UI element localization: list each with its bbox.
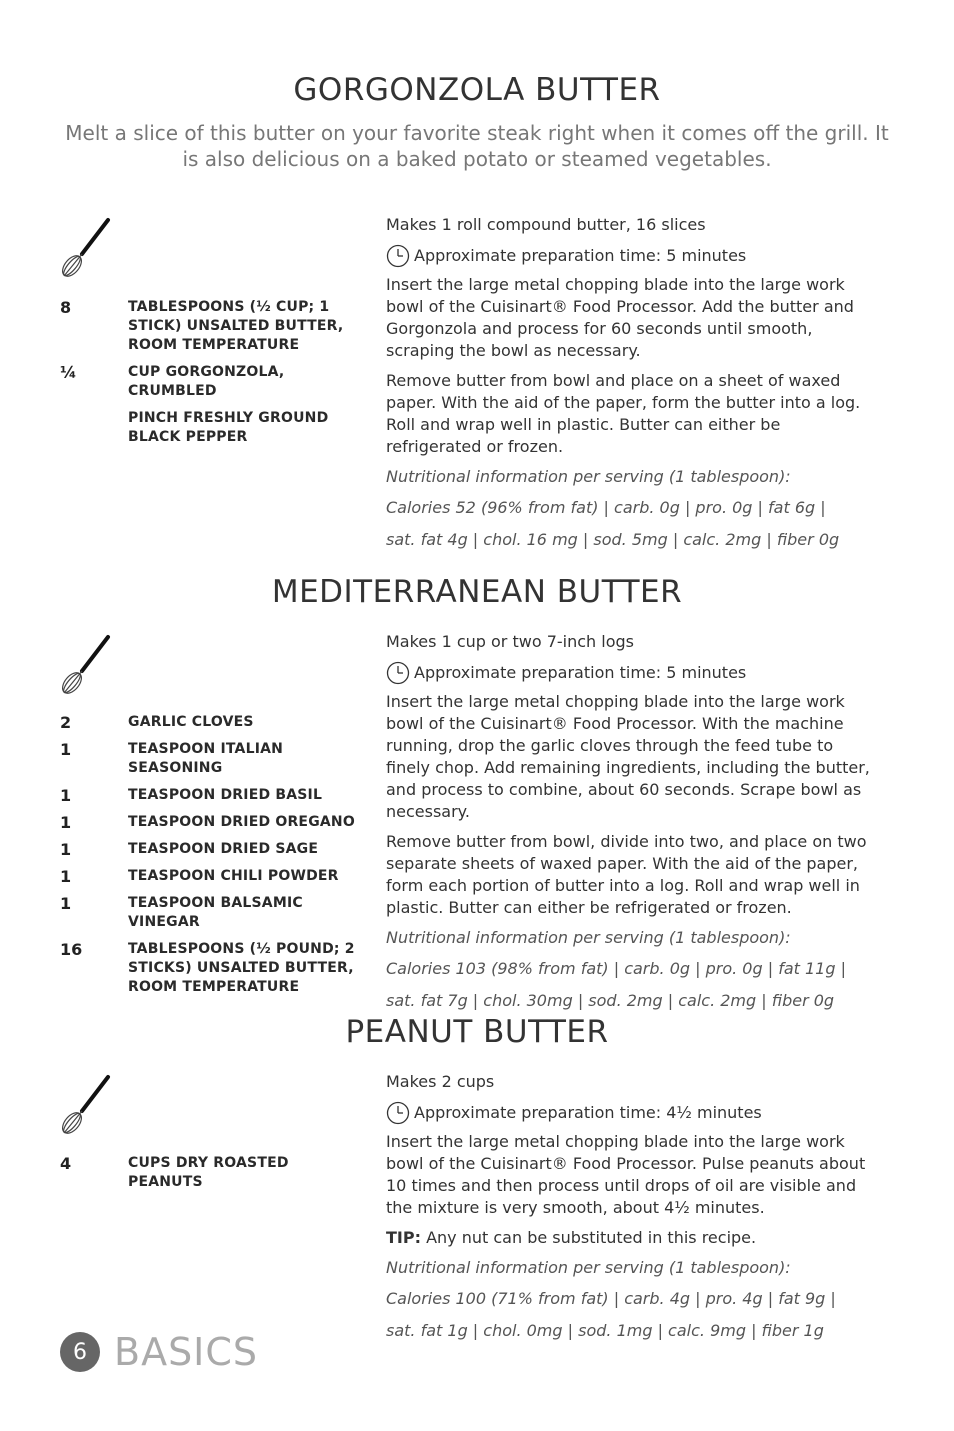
ingredient-text: TEASPOON DRIED SAGE xyxy=(128,841,319,857)
nutrition-heading: Nutritional information per serving (1 tablespoon): xyxy=(386,928,791,947)
recipe-title-gorgonzola: GORGONZOLA BUTTER xyxy=(293,72,661,108)
recipe-title-mediterranean: MEDITERRANEAN BUTTER xyxy=(271,574,683,610)
prep-time xyxy=(386,661,876,685)
ingredient-row xyxy=(60,894,365,932)
ingredient-text: CUP GORGONZOLA, CRUMBLED xyxy=(128,364,285,399)
ingredient-text: TEASPOON CHILI POWDER xyxy=(128,868,339,884)
nutrition-line: sat. fat 7g | chol. 30mg | sod. 2mg | calc. 2mg | fiber 0g xyxy=(386,991,835,1010)
ingredient-list xyxy=(60,713,365,1005)
prep-time-text: Approximate preparation time: 4½ minutes xyxy=(414,1103,762,1122)
clock-icon xyxy=(386,661,410,685)
nutrition-line: sat. fat 4g | chol. 16 mg | sod. 5mg | calc. 2mg | fiber 0g xyxy=(386,530,840,549)
ingredient-qty: 1 xyxy=(60,840,72,859)
ingredient-text: GARLIC CLOVES xyxy=(128,714,254,730)
ingredient-row xyxy=(60,298,365,355)
prep-time xyxy=(386,1101,876,1125)
nutrition-heading: Nutritional information per serving (1 tablespoon): xyxy=(386,467,791,486)
ingredient-row xyxy=(60,867,365,886)
step-text: Remove butter from bowl and place on a sheet of waxed paper. With the aid of the paper, form the butter into a log. Roll and wrap well in plastic. Butter can either be refrigerated or frozen. xyxy=(386,371,861,456)
ingredient-row xyxy=(60,409,365,447)
ingredient-qty: 4 xyxy=(60,1154,72,1173)
step-text: Insert the large metal chopping blade into the large work bowl of the Cuisinart® Food Processor. With the machine running, drop the garlic cloves through the feed tube to finely chop. Add remaining ingredients, including the butter, and process to combine, about 60 seconds. Scrape bowl as necessary. xyxy=(386,692,870,821)
prep-time-text: Approximate preparation time: 5 minutes xyxy=(414,246,747,265)
ingredient-qty: 1 xyxy=(60,786,72,805)
step-text: Insert the large metal chopping blade into the large work bowl of the Cuisinart® Food Processor. Pulse peanuts about 10 times and then process until drops of oil are visible and the mixture is very smooth, about 4½ minutes. xyxy=(386,1132,866,1217)
ingredient-qty: 1 xyxy=(60,813,72,832)
tip-text: Any nut can be substituted in this recipe. xyxy=(426,1228,757,1247)
ingredient-text: TABLESPOONS (½ POUND; 2 STICKS) UNSALTED BUTTER, ROOM TEMPERATURE xyxy=(128,941,355,995)
recipe-title-peanut: PEANUT BUTTER xyxy=(345,1014,609,1050)
ingredient-row xyxy=(60,740,365,778)
ingredient-qty: 2 xyxy=(60,713,72,732)
ingredient-row xyxy=(60,363,365,401)
ingredient-row xyxy=(60,940,365,997)
ingredient-text: TABLESPOONS (½ CUP; 1 STICK) UNSALTED BUTTER, ROOM TEMPERATURE xyxy=(128,299,344,353)
ingredient-row xyxy=(60,1154,365,1192)
ingredient-qty: 1 xyxy=(60,867,72,886)
section-name: BASICS xyxy=(114,1330,259,1374)
ingredient-text: TEASPOON BALSAMIC VINEGAR xyxy=(128,895,303,930)
ingredient-qty: 1 xyxy=(60,740,72,759)
recipe-intro: Melt a slice of this butter on your favorite steak right when it comes off the grill. It is also delicious on a baked potato or steamed vegetables. xyxy=(65,121,889,171)
whisk-icon xyxy=(58,216,114,280)
ingredient-row xyxy=(60,786,365,805)
step-text: Remove butter from bowl, divide into two, and place on two separate sheets of waxed paper. With the aid of the paper, form each portion of butter into a log. Roll and wrap well in plastic. Butter can either be refrigerated or frozen. xyxy=(386,832,867,917)
ingredient-list xyxy=(60,298,365,455)
whisk-icon xyxy=(58,1073,114,1137)
tip xyxy=(386,1227,876,1249)
clock-icon xyxy=(386,244,410,268)
ingredient-qty: 8 xyxy=(60,298,72,317)
clock-icon xyxy=(386,1101,410,1125)
step-text: Insert the large metal chopping blade into the large work bowl of the Cuisinart® Food Processor. Add the butter and Gorgonzola and process for 60 seconds until smooth, scraping the bowl as necessary. xyxy=(386,275,854,360)
ingredient-text: TEASPOON DRIED OREGANO xyxy=(128,814,355,830)
yield-text: Makes 1 roll compound butter, 16 slices xyxy=(386,215,706,234)
ingredient-row xyxy=(60,813,365,832)
nutrition-line: Calories 52 (96% from fat) | carb. 0g | pro. 0g | fat 6g | xyxy=(386,498,826,517)
ingredient-qty: 1 xyxy=(60,894,72,913)
page-number: 6 xyxy=(60,1332,100,1372)
nutrition-line: sat. fat 1g | chol. 0mg | sod. 1mg | calc. 9mg | fiber 1g xyxy=(386,1321,824,1340)
yield-text: Makes 1 cup or two 7-inch logs xyxy=(386,632,634,651)
whisk-icon xyxy=(58,633,114,697)
method-peanut xyxy=(386,1071,876,1351)
nutrition-heading: Nutritional information per serving (1 tablespoon): xyxy=(386,1258,791,1277)
prep-time xyxy=(386,244,876,268)
yield-text: Makes 2 cups xyxy=(386,1072,495,1091)
ingredient-qty: ¼ xyxy=(60,363,77,382)
ingredient-text: PINCH FRESHLY GROUND BLACK PEPPER xyxy=(128,410,329,445)
nutrition-line: Calories 100 (71% from fat) | carb. 4g | pro. 4g | fat 9g | xyxy=(386,1289,836,1308)
ingredient-row xyxy=(60,840,365,859)
method-gorgonzola xyxy=(386,214,876,560)
ingredient-text: TEASPOON ITALIAN SEASONING xyxy=(128,741,284,776)
prep-time-text: Approximate preparation time: 5 minutes xyxy=(414,663,747,682)
ingredient-list xyxy=(60,1154,365,1200)
ingredient-text: TEASPOON DRIED BASIL xyxy=(128,787,323,803)
ingredient-text: CUPS DRY ROASTED PEANUTS xyxy=(128,1155,289,1190)
nutrition-line: Calories 103 (98% from fat) | carb. 0g | pro. 0g | fat 11g | xyxy=(386,959,846,978)
ingredient-qty: 16 xyxy=(60,940,83,959)
ingredient-row xyxy=(60,713,365,732)
tip-label: TIP: xyxy=(386,1228,421,1247)
method-mediterranean xyxy=(386,631,876,1021)
page-footer xyxy=(60,1330,258,1374)
ingredient-qty xyxy=(60,409,128,447)
